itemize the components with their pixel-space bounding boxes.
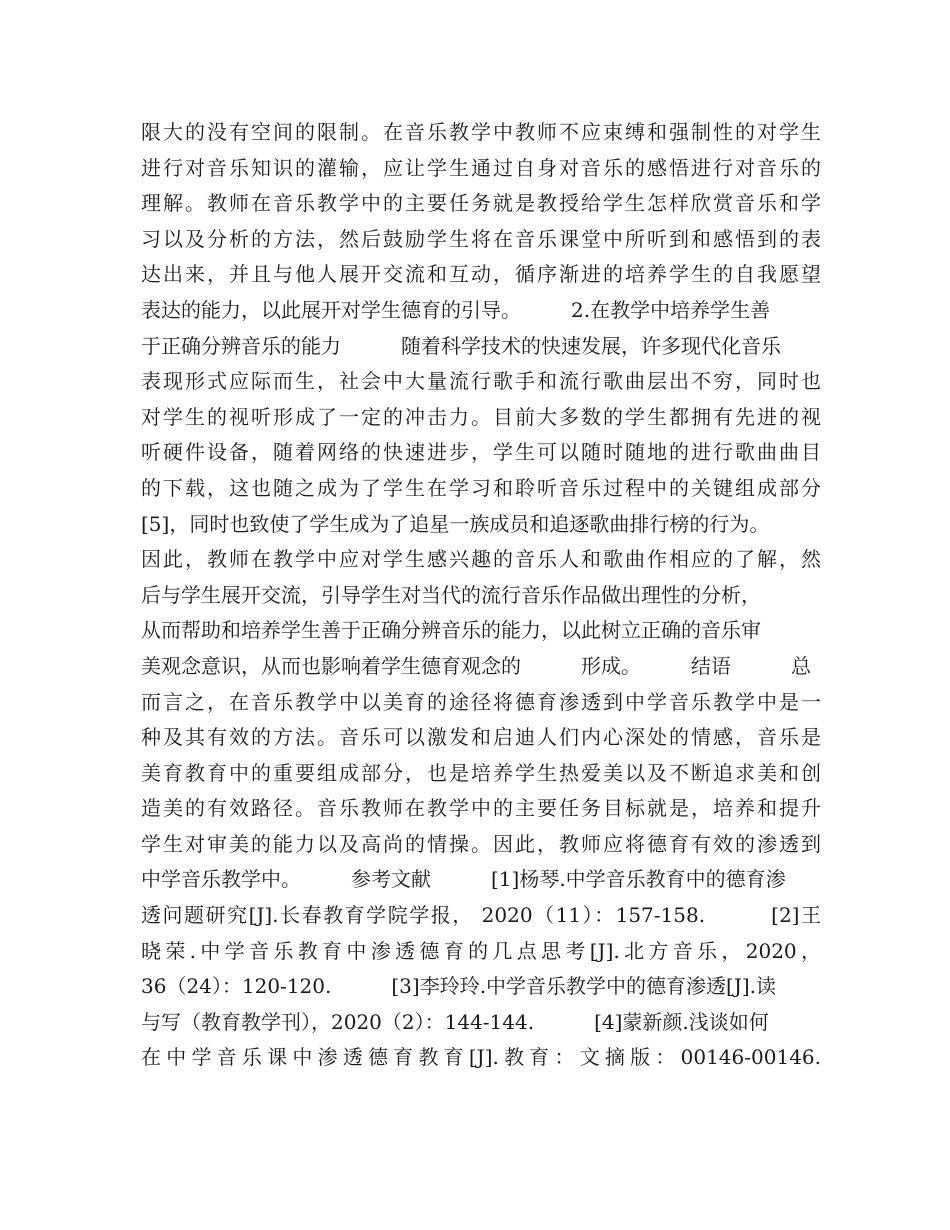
- text-line: 中学音乐教学中。 参考文献 [1]杨琴.中学音乐教育中的德育渗: [141, 867, 786, 892]
- text-line: 对学生的视听形成了一定的冲击力。目前大多数的学生都拥有先进的视: [141, 404, 821, 429]
- text-line: 于正确分辨音乐的能力 随着科学技术的快速发展，许多现代化音乐: [141, 333, 781, 358]
- text-line: 进行对音乐知识的灌输，应让学生通过自身对音乐的感悟进行对音乐的: [141, 155, 821, 180]
- text-line: [5]，同时也致使了学生成为了追星一族成员和追逐歌曲排行榜的行为。: [141, 511, 770, 536]
- text-line: 限大的没有空间的限制。在音乐教学中教师不应束缚和强制性的对学生: [141, 120, 821, 144]
- text-line: 36（24）：120-120. [3]李玲玲.中学音乐教学中的德育渗透[J].读: [141, 974, 777, 999]
- text-line: 种及其有效的方法。音乐可以激发和启迪人们内心深处的情感，音乐是: [141, 725, 821, 750]
- text-line: 的下载，这也随之成为了学生在学习和聆听音乐过程中的关键组成部分: [141, 475, 821, 500]
- text-line: 美观念意识，从而也影响着学生德育观念的 形成。 结语 总: [141, 653, 811, 678]
- text-line: 美育教育中的重要组成部分，也是培养学生热爱美以及不断追求美和创: [141, 760, 821, 785]
- text-line: 在中学音乐课中渗透德育教育[J].教育：文摘版：00146-00146.: [141, 1045, 821, 1070]
- text-line: 因此，教师在教学中应对学生感兴趣的音乐人和歌曲作相应的了解，然: [141, 547, 821, 572]
- text-line: 理解。教师在音乐教学中的主要任务就是教授给学生怎样欣赏音乐和学: [141, 191, 821, 216]
- text-line: 从而帮助和培养学生善于正确分辨音乐的能力，以此树立正确的音乐审: [141, 618, 761, 643]
- text-line: 学生对审美的能力以及高尚的情操。因此，教师应将德育有效的渗透到: [141, 831, 821, 856]
- text-line: 后与学生展开交流，引导学生对当代的流行音乐作品做出理性的分析，: [141, 582, 761, 607]
- text-line: 达出来，并且与他人展开交流和互动，循序渐进的培养学生的自我愿望: [141, 262, 821, 287]
- text-line: 而言之，在音乐教学中以美育的途径将德育渗透到中学音乐教学中是一: [141, 689, 821, 714]
- body-text: [141, 115, 821, 1076]
- text-line: 听硬件设备，随着网络的快速进步，学生可以随时随地的进行歌曲曲目: [141, 440, 821, 465]
- text-line: 透问题研究[J].长春教育学院学报， 2020（11）：157-158. [2]王: [141, 903, 821, 928]
- text-line: 表现形式应际而生，社会中大量流行歌手和流行歌曲层出不穷，同时也: [141, 369, 821, 394]
- text-line: 表达的能力，以此展开对学生德育的引导。 2.在教学中培养学生善: [141, 297, 771, 322]
- text-line: 造美的有效路径。音乐教师在教学中的主要任务目标就是，培养和提升: [141, 796, 821, 821]
- text-line: 与写（教育教学刊），2020（2）：144-144. [4]蒙新颜.浅谈如何: [141, 1009, 769, 1034]
- text-line: 习以及分析的方法，然后鼓励学生将在音乐课堂中所听到和感悟到的表: [141, 226, 821, 251]
- text-line: 晓荣.中学音乐教育中渗透德育的几点思考[J].北方音乐，2020，: [141, 938, 821, 963]
